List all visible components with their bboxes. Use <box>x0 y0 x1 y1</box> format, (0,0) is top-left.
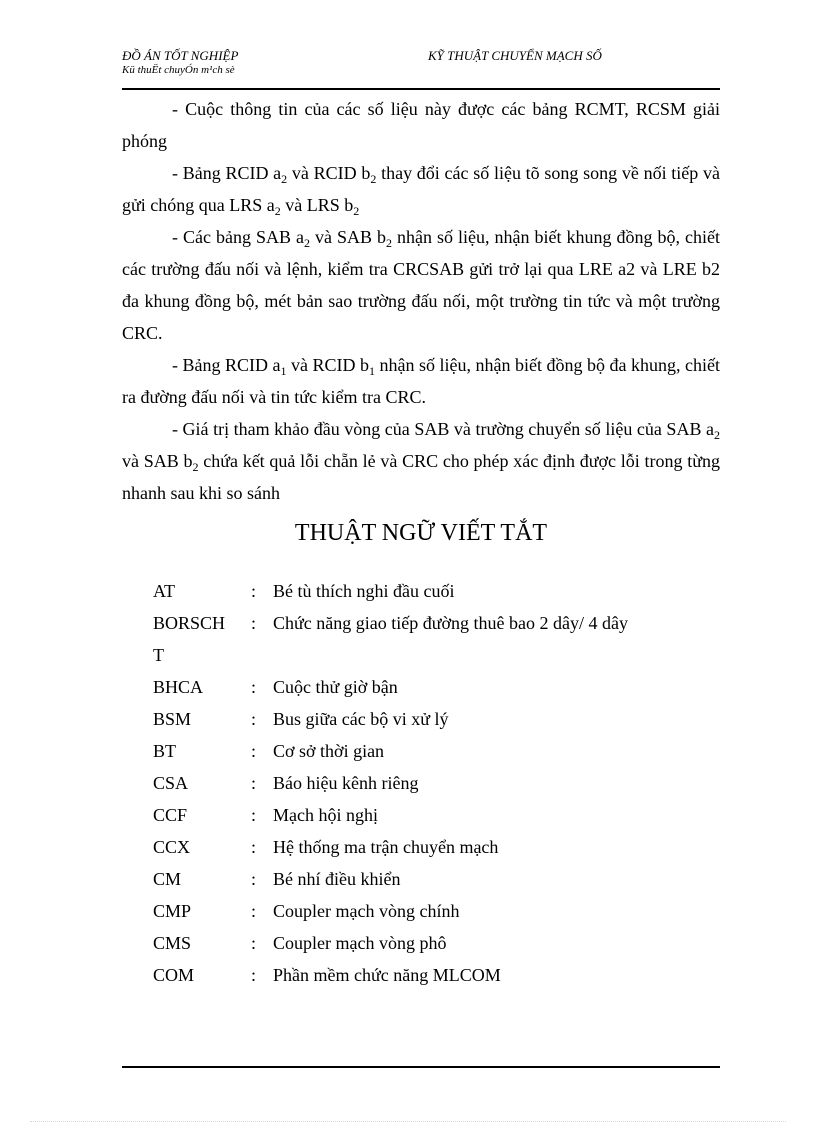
body-text <box>122 93 720 509</box>
abbreviation-colon: : <box>251 741 257 761</box>
abbreviation-definition: Bé nhí điều khiển <box>273 869 401 889</box>
abbreviation-definition: Mạch hội nghị <box>273 805 378 825</box>
footer-rule <box>122 1066 720 1068</box>
abbreviation-colon: : <box>251 837 257 857</box>
abbreviation-definition: Chức năng giao tiếp đường thuê bao 2 dây/ 4 dây <box>273 613 628 633</box>
abbreviation-colon: : <box>251 773 257 793</box>
abbreviation-definition: Coupler mạch vòng phô <box>273 933 447 953</box>
abbreviation-term: BORSCH <box>153 613 226 633</box>
abbreviation-definition <box>273 639 713 671</box>
abbreviation-colon <box>251 639 273 671</box>
header-rule <box>122 88 720 90</box>
abbreviation-term: COM <box>153 965 195 985</box>
abbreviation-term: CM <box>153 869 182 889</box>
abbreviation-colon: : <box>251 581 257 601</box>
header-chapter-title: KỸ THUẬT CHUYỂN MẠCH SỐ <box>428 48 602 63</box>
abbreviation-colon: : <box>251 805 257 825</box>
abbreviation-term: CMS <box>153 933 192 953</box>
abbreviation-row <box>153 895 713 927</box>
abbreviation-colon: : <box>251 965 257 985</box>
abbreviation-term: BHCA <box>153 677 204 697</box>
paragraph-3: - Các bảng SAB $a_2$ và SAB $b_2$ nhận số liệu, nhận biết khung đồng bộ, chiết các trường đấu nối và lệnh, kiểm tra CRCSAB gửi trở lại qua LRE a2 và LRE b2 đa khung đồng bộ, mét bản sao trường đấu nối, một trường tin tức và một trường CRC. <box>122 227 720 343</box>
abbreviation-row <box>153 831 713 863</box>
abbreviation-term: BT <box>153 741 177 761</box>
abbreviation-definition: Cuộc thử giờ bận <box>273 677 398 697</box>
paragraph-5: - Giá trị tham khảo đầu vòng của SAB và trường chuyển số liệu của SAB $a_2$ và SAB $b_2$ chứa kết quả lỗi chẵn lẻ và CRC cho phép xác định được lỗi trong từng nhanh sau khi so sánh <box>122 419 720 503</box>
paragraph-4: - Bảng RCID $a_1$ và RCID $b_1$ nhận số liệu, nhận biết đồng bộ đa khung, chiết ra đường đấu nối và tin tức kiểm tra CRC. <box>122 355 720 407</box>
abbreviation-term: CMP <box>153 901 192 921</box>
abbreviation-term: CCF <box>153 805 188 825</box>
abbreviation-colon: : <box>251 709 257 729</box>
abbreviation-list <box>153 575 713 991</box>
abbreviation-term: AT <box>153 581 175 601</box>
abbreviation-row <box>153 639 713 671</box>
abbreviation-colon: : <box>251 901 257 921</box>
abbreviation-definition: Hệ thống ma trận chuyển mạch <box>273 837 499 857</box>
abbreviation-row <box>153 959 713 991</box>
abbreviation-row <box>153 863 713 895</box>
abbreviation-definition: Cơ sở thời gian <box>273 741 385 761</box>
abbreviation-row <box>153 671 713 703</box>
abbreviation-row <box>153 703 713 735</box>
section-title: THUẬT NGỮ VIẾT TẮT <box>294 520 548 546</box>
header-thesis-title: ĐỒ ÁN TỐT NGHIỆP <box>122 48 239 63</box>
abbreviation-term: BSM <box>153 709 192 729</box>
abbreviation-colon: : <box>251 933 257 953</box>
abbreviation-definition: Bé tù thích nghi đầu cuối <box>273 581 455 601</box>
page-edge-dots <box>30 1121 786 1122</box>
abbreviation-colon: : <box>251 869 257 889</box>
abbreviation-term: CCX <box>153 837 191 857</box>
abbreviation-row <box>153 767 713 799</box>
abbreviation-row <box>153 799 713 831</box>
abbreviation-row <box>153 735 713 767</box>
abbreviation-row <box>153 927 713 959</box>
abbreviation-row <box>153 575 713 607</box>
page-header <box>122 46 720 88</box>
header-thesis-subtitle: Kü thuËt chuyÓn m¹ch sè <box>122 64 235 76</box>
abbreviation-term: CSA <box>153 773 189 793</box>
abbreviation-definition: Báo hiệu kênh riêng <box>273 773 419 793</box>
abbreviation-definition: Bus giữa các bộ vi xử lý <box>273 709 449 729</box>
abbreviation-definition: Coupler mạch vòng chính <box>273 901 460 921</box>
paragraph-1: - Cuộc thông tin của các số liệu này được các bảng RCMT, RCSM giải phóng <box>122 99 720 151</box>
abbreviation-row <box>153 607 713 639</box>
abbreviation-colon: : <box>251 677 257 697</box>
abbreviation-term: T <box>153 645 164 665</box>
abbreviation-definition: Phần mềm chức năng MLCOM <box>273 965 501 985</box>
paragraph-2: - Bảng RCID $a_2$ và RCID $b_2$ thay đổi các số liệu tõ song song về nối tiếp và gửi chóng qua LRS $a_2$ và LRS $b_2$ <box>122 163 721 218</box>
abbreviation-colon: : <box>251 613 257 633</box>
